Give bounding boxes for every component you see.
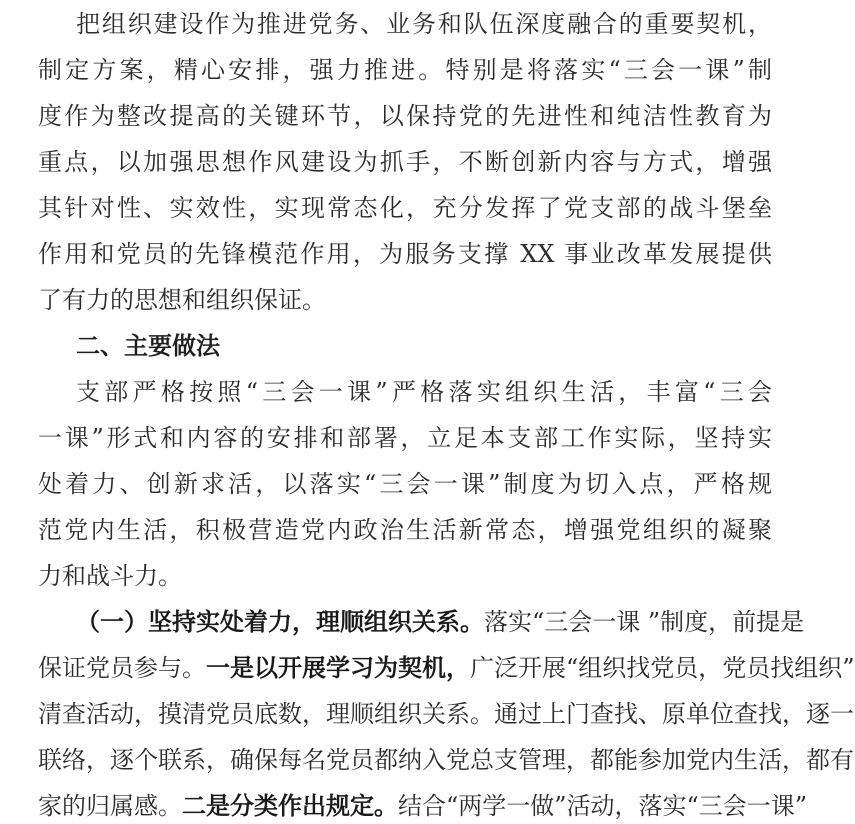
subsection-title-1: （一）坚持实处着力，理顺组织关系。 xyxy=(76,607,484,636)
paragraph-2-line-4: 范党内生活，积极营造党内政治生活新常态，增强党组织的凝聚 xyxy=(38,516,772,544)
paragraph-1-line-6: 作用和党员的先锋模范作用，为服务支撑 XX 事业改革发展提供 xyxy=(38,240,772,268)
paragraph-3-line-3: 清查活动，摸清党员底数，理顺组织关系。通过上门查找、原单位查找，逐一 xyxy=(38,700,854,728)
paragraph-3-line-1-text: 落实“三会一课 ”制度，前提是 xyxy=(484,608,805,636)
paragraph-1-line-5: 其针对性、实效性，实现常态化，充分发挥了党支部的战斗堡垒 xyxy=(38,194,772,222)
paragraph-3-line-5 xyxy=(38,788,808,824)
point-two-title: 二是分类作出规定。 xyxy=(182,791,398,820)
paragraph-3-line-2-text-b: 广泛开展“组织找党员，党员找组织” xyxy=(470,654,855,682)
paragraph-1-line-3: 度作为整改提高的关键环节，以保持党的先进性和纯洁性教育为 xyxy=(38,102,772,130)
paragraph-2-line-3: 处着力、创新求活，以落实“三会一课”制度为切入点，严格规 xyxy=(38,470,772,498)
section-heading: 二、主要做法 xyxy=(76,332,220,360)
paragraph-3-line-5-text-b: 结合“两学一做”活动，落实“三会一课” xyxy=(398,792,808,820)
paragraph-3-line-2 xyxy=(38,650,855,686)
paragraph-3-line-4: 联络，逐个联系，确保每名党员都纳入党总支管理，都能参加党内生活，都有 xyxy=(38,746,854,774)
paragraph-3-line-2-text-a: 保证党员参与。 xyxy=(38,654,206,682)
paragraph-2-line-5: 力和战斗力。 xyxy=(38,562,182,590)
paragraph-1-line-4: 重点，以加强思想作风建设为抓手，不断创新内容与方式，增强 xyxy=(38,148,772,176)
paragraph-2-line-2: 一课”形式和内容的安排和部署，立足本支部工作实际，坚持实 xyxy=(38,424,772,452)
paragraph-3-line-5-text-a: 家的归属感。 xyxy=(38,792,182,820)
paragraph-1-line-2: 制定方案，精心安排，强力推进。特别是将落实“三会一课”制 xyxy=(38,56,772,84)
paragraph-3-line-1 xyxy=(76,604,805,640)
paragraph-1-line-7: 了有力的思想和组织保证。 xyxy=(38,286,326,314)
paragraph-2-line-1: 支部严格按照“三会一课”严格落实组织生活，丰富“三会 xyxy=(76,378,772,406)
point-one-title: 一是以开展学习为契机， xyxy=(206,653,470,682)
paragraph-1-line-1: 把组织建设作为推进党务、业务和队伍深度融合的重要契机， xyxy=(76,10,772,38)
